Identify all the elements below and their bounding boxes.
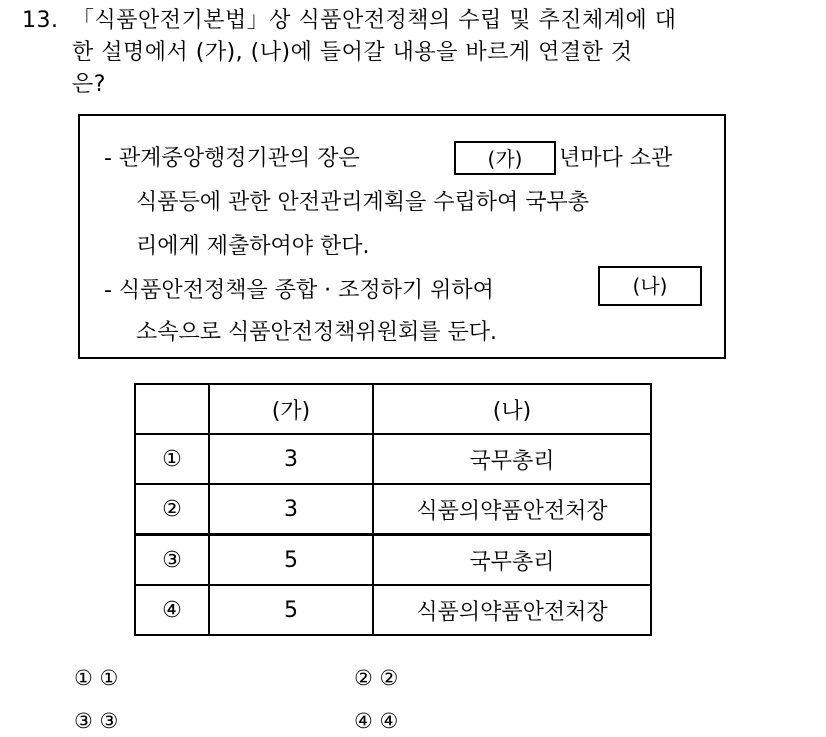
choice-marker: ① — [74, 666, 93, 690]
choice-1[interactable] — [74, 665, 118, 691]
blank-na: (나) — [598, 266, 702, 306]
table-cell: 식품의약품안전처장 — [373, 484, 651, 535]
table-header-row — [135, 384, 651, 434]
answer-table — [134, 383, 652, 636]
choice-marker: ③ — [74, 709, 93, 733]
choice-2[interactable] — [354, 665, 398, 691]
choice-text: ① — [99, 666, 119, 690]
table-cell: 3 — [209, 484, 373, 535]
table-cell: 3 — [209, 434, 373, 484]
table-row — [135, 434, 651, 484]
statement-1-line-2: 식품등에 관한 안전관리계획을 수립하여 국무총 — [136, 190, 590, 215]
table-header-cell: (나) — [373, 384, 651, 434]
choice-text: ④ — [379, 709, 399, 733]
statement-1-line-1-suffix: 년마다 소관 — [559, 146, 673, 171]
question-line-3: 은? — [72, 72, 106, 97]
choice-4[interactable] — [354, 708, 398, 734]
table-cell: ② — [135, 484, 209, 535]
choice-text: ② — [379, 666, 399, 690]
choice-marker: ② — [354, 666, 373, 690]
statement-box — [78, 114, 726, 359]
table-cell: 5 — [209, 535, 373, 586]
table-header-cell: (가) — [209, 384, 373, 434]
table-row — [135, 484, 651, 535]
table-cell: ③ — [135, 535, 209, 586]
table-cell: ④ — [135, 585, 209, 635]
statement-2-line-2: 소속으로 식품안전정책위원회를 둔다. — [136, 320, 498, 345]
table-header-cell — [135, 384, 209, 434]
question-number: 13. — [22, 8, 59, 33]
statement-1-line-3: 리에게 제출하여야 한다. — [136, 234, 370, 259]
table-cell: 국무총리 — [373, 535, 651, 586]
table-cell: 식품의약품안전처장 — [373, 585, 651, 635]
choice-marker: ④ — [354, 709, 373, 733]
question-line-2: 한 설명에서 (가), (나)에 들어갈 내용을 바르게 연결한 것 — [72, 40, 633, 65]
statement-1-line-1-prefix: - 관계중앙행정기관의 장은 — [104, 146, 360, 171]
choice-3[interactable] — [74, 708, 118, 734]
table-cell: 5 — [209, 585, 373, 635]
table-cell: ① — [135, 434, 209, 484]
table-row — [135, 535, 651, 586]
choice-text: ③ — [99, 709, 119, 733]
blank-ga: (가) — [454, 141, 556, 175]
statement-2-line-1-prefix: - 식품안전정책을 종합 · 조정하기 위하여 — [104, 278, 494, 303]
question-line-1: 「식품안전기본법」상 식품안전정책의 수립 및 추진체계에 대 — [72, 8, 677, 33]
table-cell: 국무총리 — [373, 434, 651, 484]
table-row — [135, 585, 651, 635]
